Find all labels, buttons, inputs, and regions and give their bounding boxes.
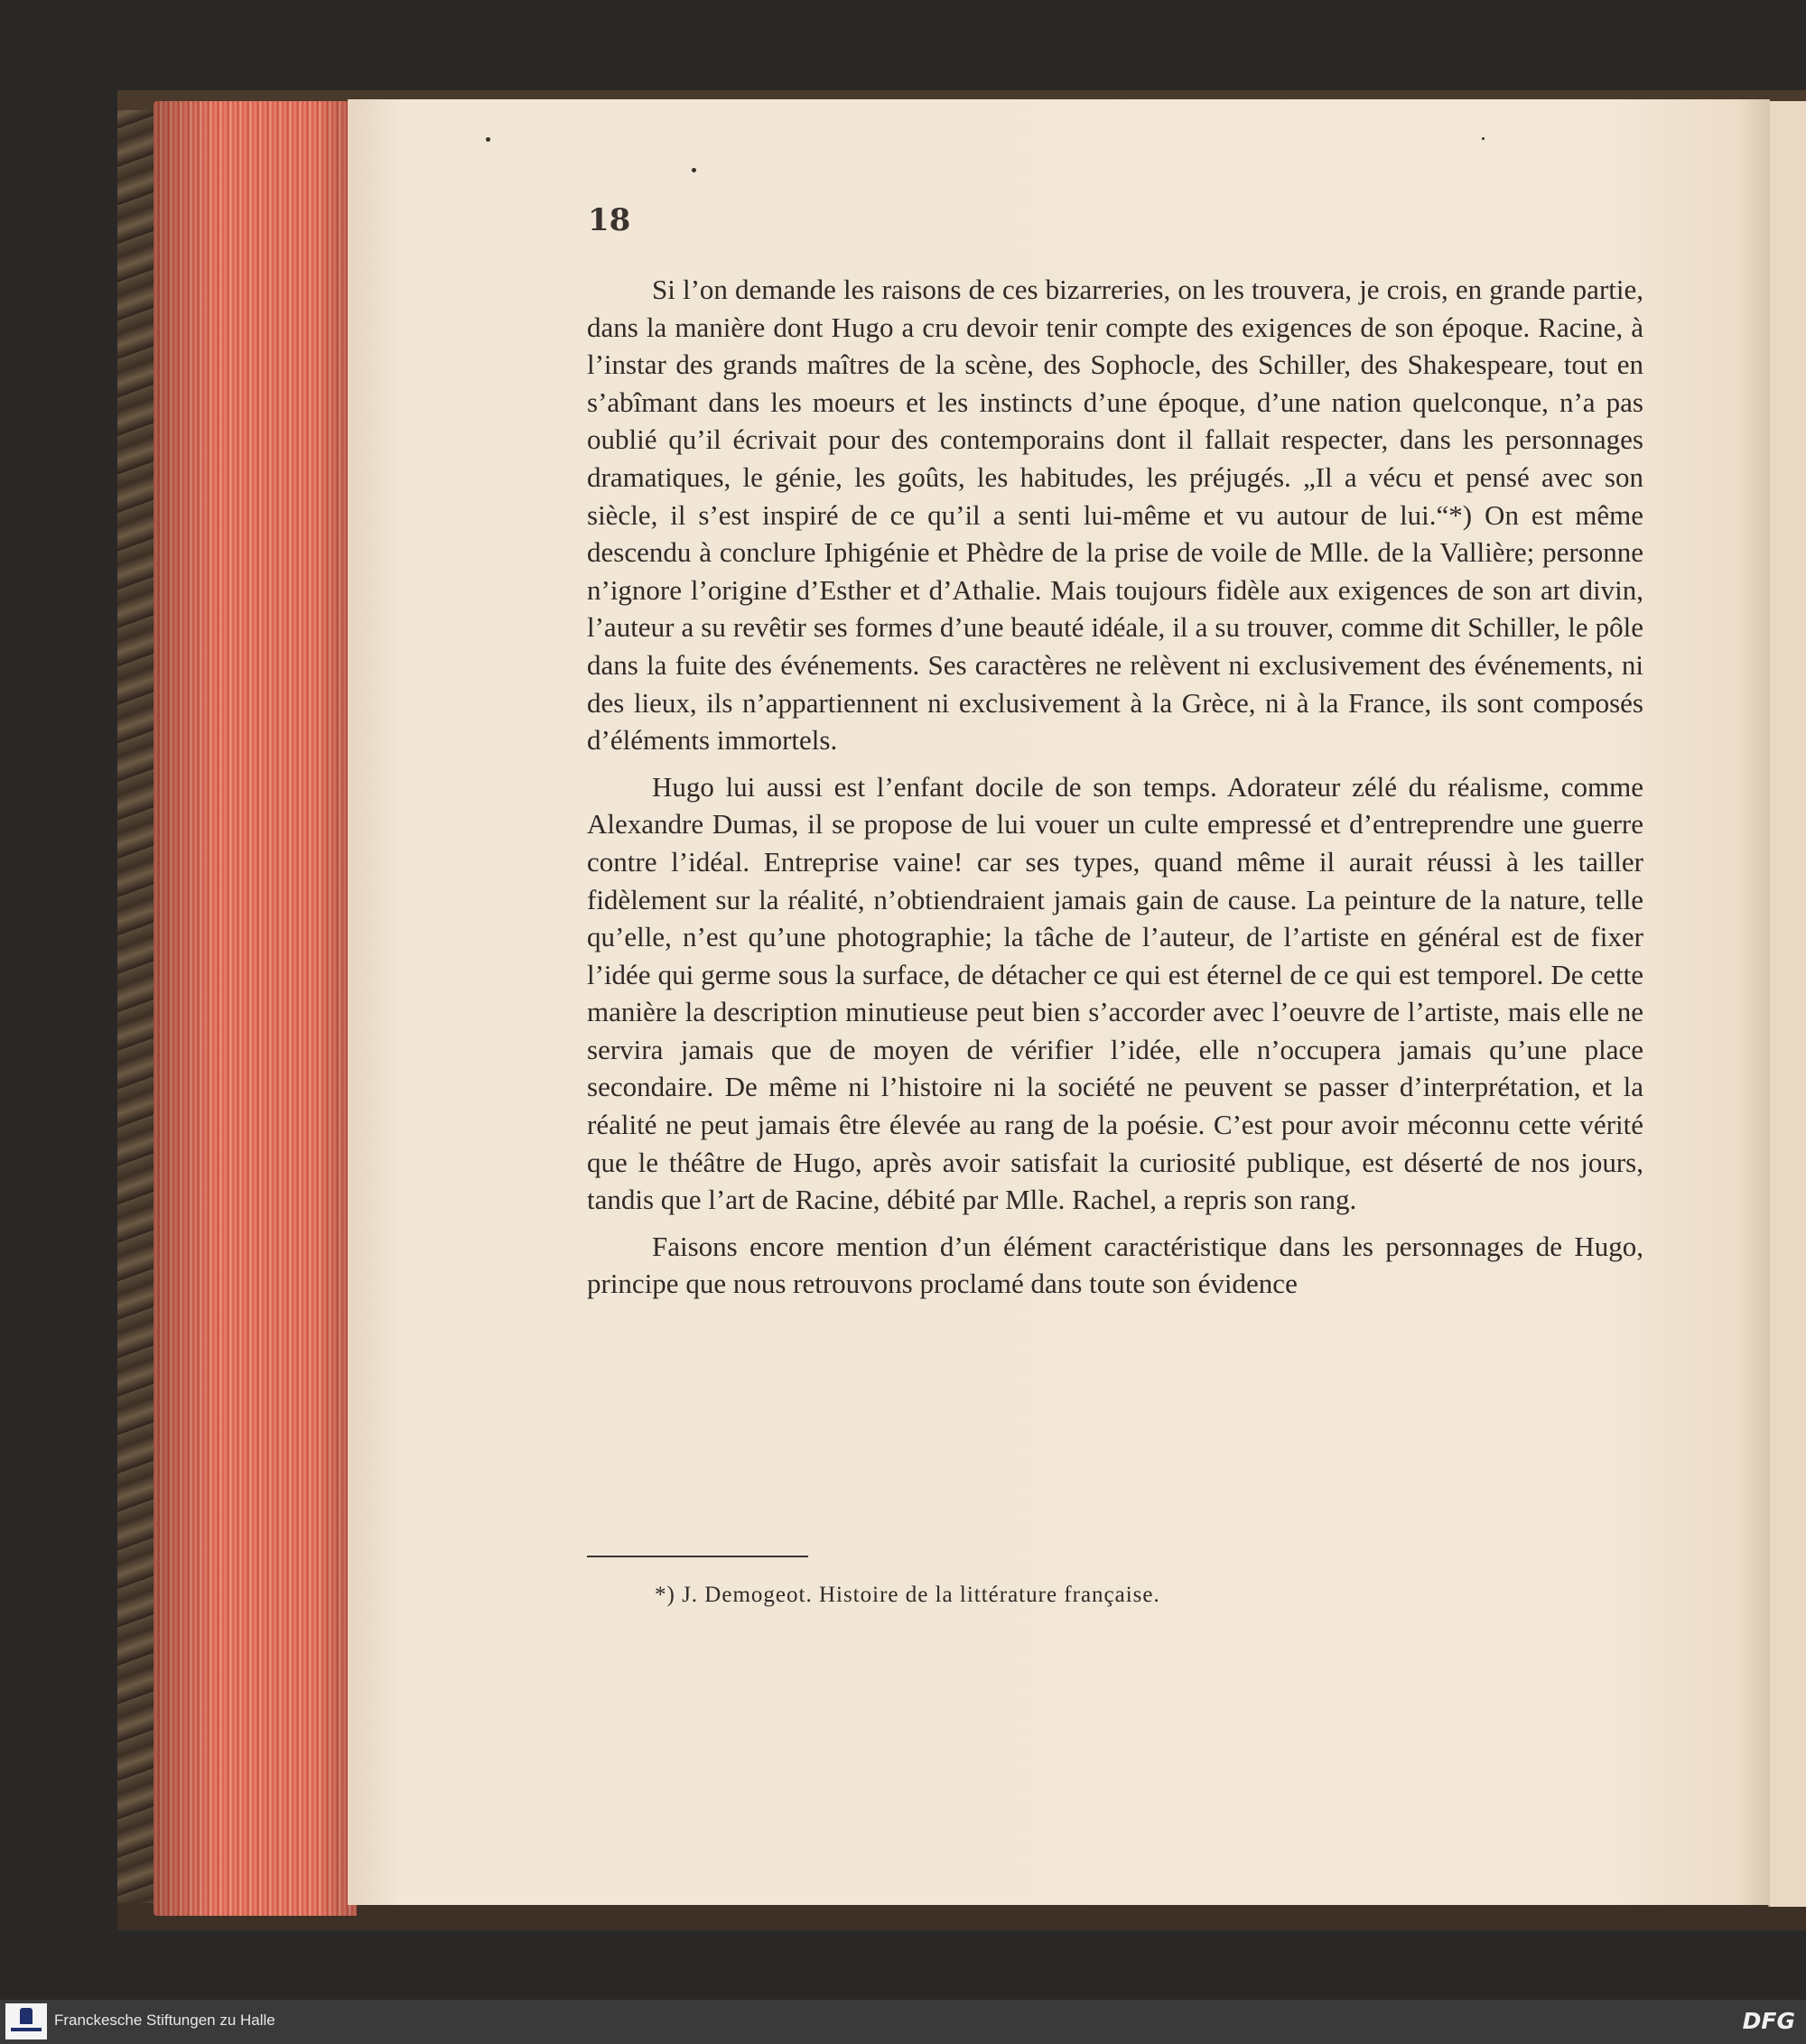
paragraph: Si l’on demande les raisons de ces bizarreries, on les trouvera, je crois, en grande partie, dans la manière dont Hugo a cru devoir tenir compte des exigences de son époque. Racine, à l’instar des grands maîtres de la scène, des Sophocle, des Schiller, des Shakespeare, tout en s’abîmant dans les moeurs et les instincts d’une époque, d’une nation quelconque, n’a pas oublié qu’il écrivait pour des contemporains dont il fallait respecter, dans les personnages dramatiques, le génie, les goûts, les habitudes, les préjugés. „Il a vécu et pensé avec son siècle, il s’est inspiré de ce qu’il a senti lui-même et vu autour de lui.“*) On est même descendu à conclure Iphigénie et Phèdre de la prise de voile de Mlle. de la Vallière; personne n’ignore l’origine d’Esther et d’Athalie. Mais toujours fidèle aux exigences de son art divin, l’auteur a su revêtir ses formes d’une beauté idéale, il a su trouver, comme dit Schiller, le pôle dans la fuite des événements. Ses caractères ne relèvent ni exclusivement des événements, ni des lieux, ils n’appartiennent ni exclusivement à la Grèce, ni à la France, ils sont composés d’éléments immortels. — [587, 274, 1643, 757]
next-page-edge — [1768, 101, 1806, 1907]
logo-mark — [20, 2008, 33, 2024]
footnote-rule — [587, 1556, 808, 1557]
dfg-logo[interactable]: DFG — [1742, 2008, 1795, 2034]
paragraph: Faisons encore mention d’un élément caractéristique dans les personnages de Hugo, principe que nous retrouvons proclamé dans toute son évidence — [587, 1230, 1643, 1300]
paragraph: Hugo lui aussi est l’enfant docile de son temps. Adorateur zélé du réalisme, comme Alexandre Dumas, il se propose de lui vouer un culte empressé et d’entreprendre une guerre contre l’idéal. Entreprise vaine! car ses types, quand même il aurait réussi à les tailler fidèlement sur la réalité, n’obtiendraient jamais gain de cause. La peinture de la nature, telle qu’elle, n’est qu’une photographie; la tâche de l’auteur, de l’artiste en général est de fixer l’idée qui germe sous la surface, de détacher ce qui est éternel de ce qui est temporel. De cette manière la description minutieuse peut bien s’accorder avec l’oeuvre de l’artiste, mais elle ne servira jamais que de moyen de vérifier l’idée, elle n’occupera jamais qu’une place secondaire. De même ni l’histoire ni la société ne peuvent se passer d’interprétation, et la réalité ne peut jamais être élevée au rang de la poésie. C’est pour avoir méconnu cette vérité que le théâtre de Hugo, après avoir satisfait la curiosité publique, est déserté de nos jours, tandis que l’art de Racine, débité par Mlle. Rachel, a repris son rang. — [587, 770, 1643, 1216]
book-cover-bottom — [117, 1903, 1806, 1930]
logo-bar — [11, 2028, 42, 2031]
viewer-footer — [0, 2000, 1806, 2044]
paper-speck — [1482, 137, 1485, 140]
paper-speck — [692, 168, 696, 172]
paper-speck — [486, 137, 490, 142]
page-number: 18 — [588, 202, 631, 238]
page-edges-shade — [154, 101, 357, 1916]
franckesche-stiftungen-logo-icon[interactable] — [5, 2003, 47, 2039]
footnote: *) J. Demogeot. Histoire de la littérature française. — [655, 1583, 1160, 1607]
body-text — [587, 271, 1643, 1312]
institution-name[interactable]: Franckesche Stiftungen zu Halle — [54, 2011, 275, 2029]
